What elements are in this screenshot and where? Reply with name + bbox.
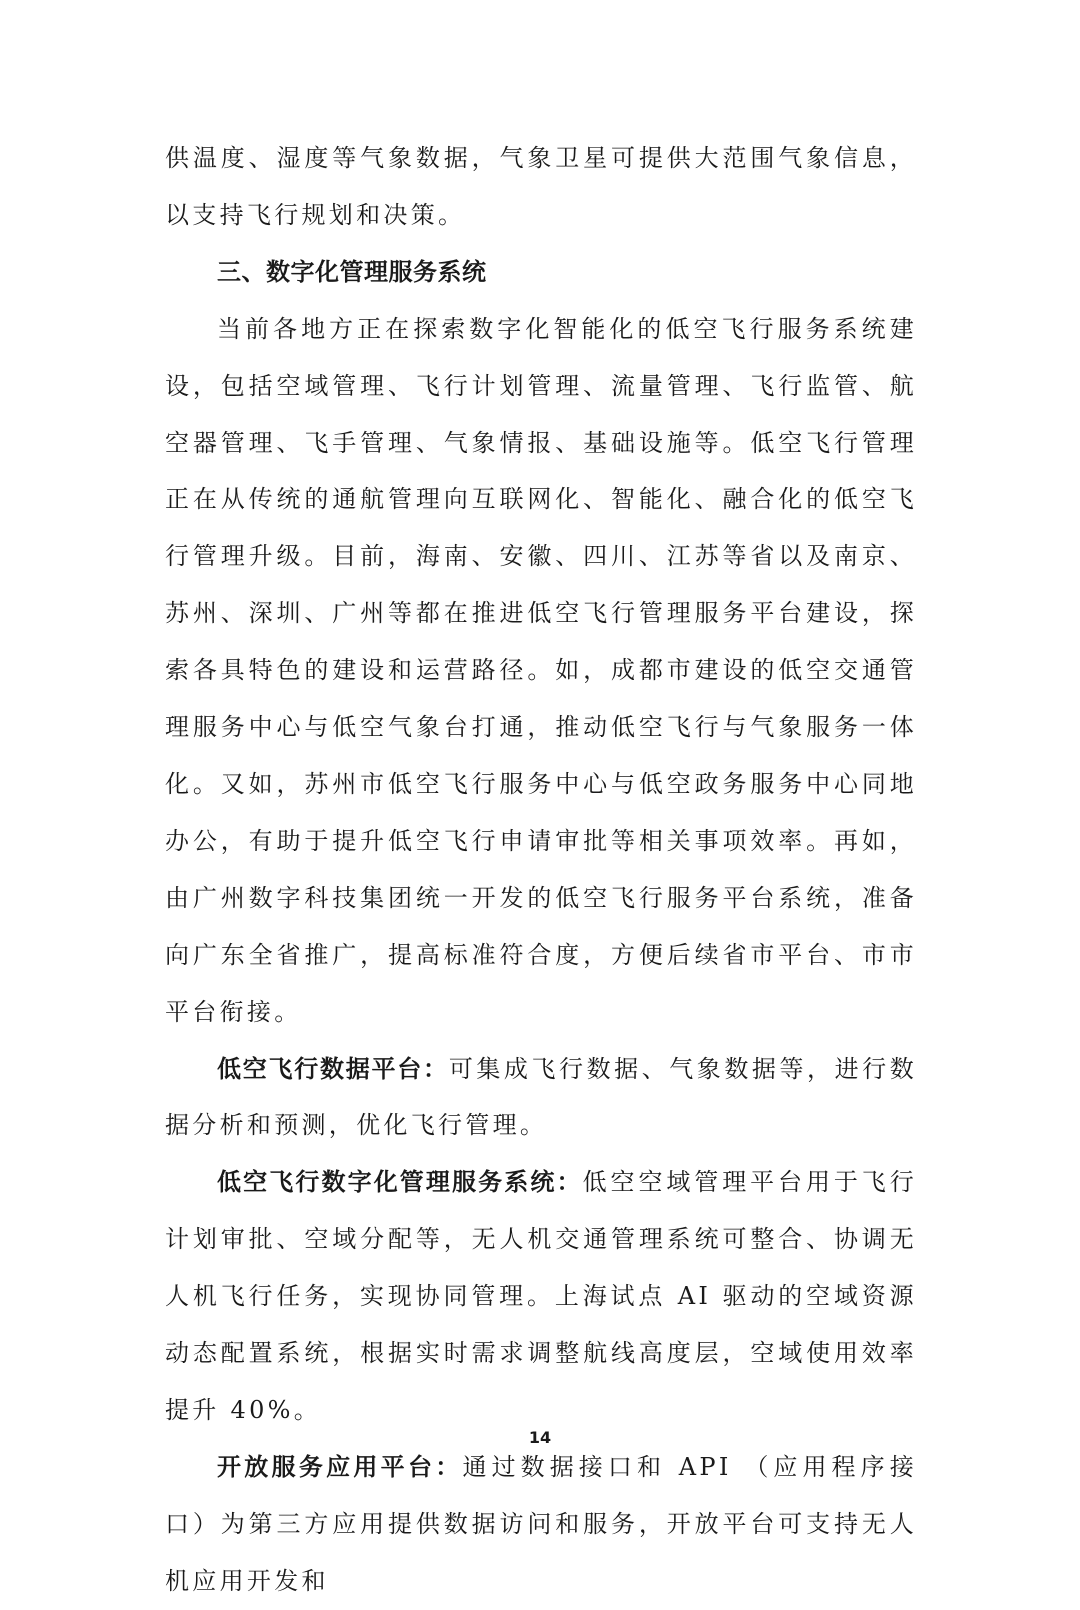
item-title: 开放服务应用平台： xyxy=(217,1452,463,1481)
item-title: 低空飞行数据平台： xyxy=(217,1054,449,1083)
section-heading: 三、数字化管理服务系统 xyxy=(217,257,487,286)
intro-paragraph: 供温度、湿度等气象数据，气象卫星可提供大范围气象信息，以支持飞行规划和决策。 xyxy=(165,144,917,229)
item-paragraph-data-platform xyxy=(165,1041,917,1155)
item-paragraph-management-system xyxy=(165,1154,917,1439)
body-paragraph: 当前各地方正在探索数字化智能化的低空飞行服务系统建设，包括空域管理、飞行计划管理、流量管理、飞行监管、航空器管理、飞手管理、气象情报、基础设施等。低空飞行管理正在从传统的通航管理向互联网化、智能化、融合化的低空飞行管理升级。目前，海南、安徽、四川、江苏等省以及南京、苏州、深圳、广州等都在推进低空飞行管理服务平台建设，探索各具特色的建设和运营路径。如，成都市建设的低空交通管理服务中心与低空气象台打通，推动低空飞行与气象服务一体化。又如，苏州市低空飞行服务中心与低空政务服务中心同地办公，有助于提升低空飞行申请审批等相关事项效率。再如，由广州数字科技集团统一开发的低空飞行服务平台系统，准备向广东全省推广，提高标准符合度，方便后续省市平台、市市平台衔接。 xyxy=(165,314,917,1026)
item-text: 可集成飞行数据、气象数据等，进行数据分析和预测，优化飞行管理。 xyxy=(165,1054,918,1140)
item-title: 低空飞行数字化管理服务系统： xyxy=(217,1168,583,1197)
page-content xyxy=(165,130,917,1610)
page-number: 14 xyxy=(528,1428,552,1447)
item-text: 通过数据接口和 API （应用程序接口）为第三方应用提供数据访问和服务，开放平台可支持无人机应用开发和 xyxy=(165,1452,917,1595)
item-paragraph-open-platform xyxy=(165,1439,917,1610)
item-text: 低空空域管理平台用于飞行计划审批、空域分配等，无人机交通管理系统可整合、协调无人机飞行任务，实现协同管理。上海试点 AI 驱动的空域资源动态配置系统，根据实时需求调整航线高度层，空域使用效率提升 40%。 xyxy=(165,1168,917,1424)
